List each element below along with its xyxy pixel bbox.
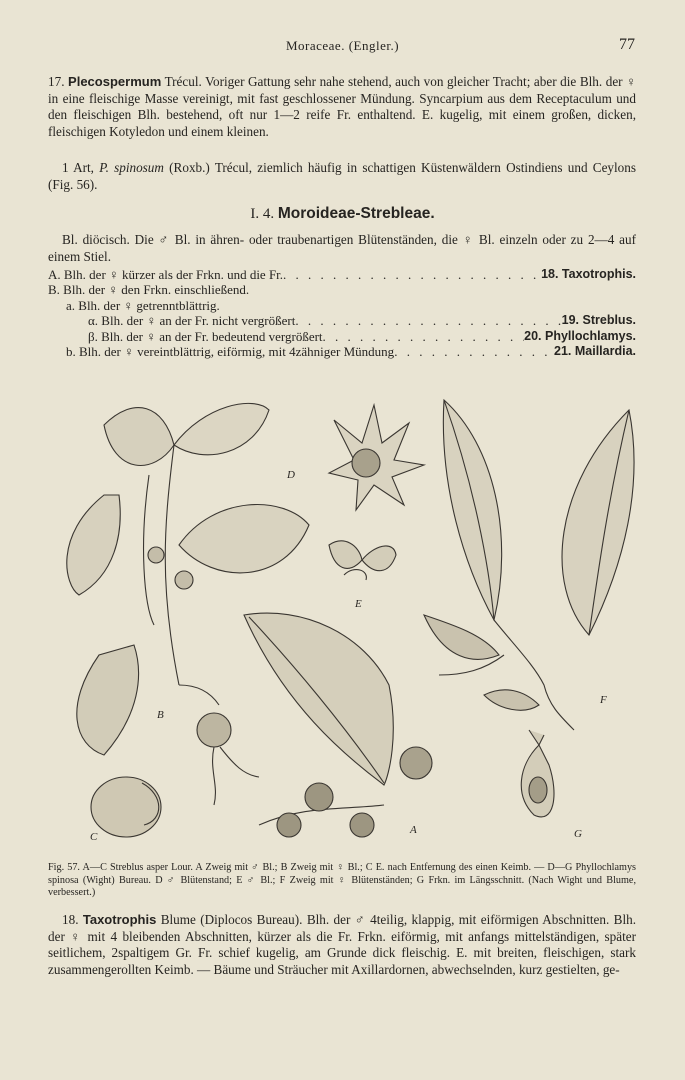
branch-b-drawing xyxy=(67,403,309,805)
page-number: 77 xyxy=(619,36,635,53)
species-distribution: (Roxb.) Trécul, ziemlich häufig in schattigen Küstenwäldern Ostindiens und Ceylons (Fig. 56). xyxy=(48,160,637,192)
running-title: Moraceae. (Engler.) xyxy=(285,38,400,53)
genus-description: Voriger Gattung sehr nahe stehend, auch von gleicher Tracht; aber die Blh. der ♀ in eine fleischige Masse vereinigt, mit fast geschlossener Mündung. Syncarpium aus dem Receptaculum und den fleischigen Blh. bestehend, oft nur 1—2 reife Fr. enthaltend. E. kugelig, mit einem großen, dicken, fleischigen Kotyledon und einem kleinen. xyxy=(48,74,637,139)
key-row xyxy=(48,344,636,359)
figure-illustration xyxy=(44,385,644,855)
section-heading xyxy=(0,205,685,223)
genus-key xyxy=(48,267,636,359)
figure-label-e: E xyxy=(355,598,362,610)
botanical-figure xyxy=(44,385,644,855)
branch-f-drawing xyxy=(424,400,634,730)
key-genus: 19. Streblus. xyxy=(561,313,636,328)
flower-e-drawing xyxy=(329,541,396,580)
key-text: B. Blh. der ♀ den Frkn. einschließend. xyxy=(48,282,250,298)
figure-label-c: C xyxy=(90,831,98,843)
genus-name: Taxotrophis xyxy=(82,912,157,927)
key-text: β. Blh. der ♀ an der Fr. bedeutend vergrößert xyxy=(88,328,323,344)
key-genus: 21. Maillardia. xyxy=(554,344,636,359)
figure-label-d: D xyxy=(287,469,295,481)
figure-label-b: B xyxy=(157,709,164,721)
figure-label-f: F xyxy=(600,694,607,706)
taxotrophis-paragraph xyxy=(48,912,636,978)
branch-a-drawing xyxy=(244,613,432,837)
genus-author: Trécul. xyxy=(164,74,202,89)
figure-label-g: G xyxy=(574,828,582,840)
key-text: a. Blh. der ♀ getrenntblättrig. xyxy=(66,297,220,313)
key-text: α. Blh. der ♀ an der Fr. nicht vergrößert xyxy=(88,313,296,329)
section-name: Moroideae-Strebleae. xyxy=(277,205,435,222)
genus-name: Plecospermum xyxy=(68,74,162,89)
figure-label-a: A xyxy=(410,824,417,836)
species-paragraph xyxy=(48,160,636,193)
key-genus: 20. Phyllochlamys. xyxy=(524,328,636,343)
genus-number: 17. xyxy=(48,74,65,89)
key-row xyxy=(48,329,636,344)
embryo-c-drawing xyxy=(91,777,161,837)
key-row xyxy=(48,298,636,313)
species-name: P. spinosum xyxy=(99,160,164,175)
key-row xyxy=(48,267,636,282)
section-intro: Bl. diöcisch. Die ♂ Bl. in ähren- oder traubenartigen Blütenständen, die ♀ Bl. einzeln oder zu 2—4 auf einem Stiel. xyxy=(48,232,636,264)
key-genus: 18. Taxotrophis. xyxy=(541,267,636,281)
genus-description: (Diplocos Bureau). Blh. der ♂ 4teilig, klappig, mit eiförmigen Abschnitten. Blh. der ♀ mit 4 bleibenden Abschnitten, kürzer als die Fr. Frkn. eiförmig, mit anfangs mittelständigen, später seitlichem, 2spaltigem Gr. Fr. schief kugelig, am Grunde dick fleischig. E. mit breiten, fleischigen, stark zusammengerollten Keimb. — Bäume und Sträucher mit Axillardornen, abwechselnden, kurz gestielten, ge- xyxy=(48,912,637,977)
genus-number: 18. xyxy=(62,912,79,927)
ovary-g-drawing xyxy=(521,730,554,817)
genus-author: Blume xyxy=(160,912,196,927)
species-count: 1 Art, xyxy=(62,160,100,175)
flower-d-drawing xyxy=(329,405,424,510)
section-prefix: I. 4. xyxy=(250,206,275,222)
figure-caption: Fig. 57. A—C Streblus asper Lour. A Zweig mit ♂ Bl.; B Zweig mit ♀ Bl.; C E. nach Entfernung des einen Keimb. — D—G Phyllochlamys spinosa (Wight) Bureau. D ♂ Blütenstand; E ♂ Bl.; F Zweig mit ♀ Blütenständen; G Frkn. im Längsschnitt. (Nach Wight und Blume, verbessert.) xyxy=(48,862,636,898)
plecospermum-paragraph xyxy=(48,74,636,140)
key-row xyxy=(48,282,636,297)
key-text: b. Blh. der ♀ vereintblättrig, eiförmig, mit 4zähniger Mündung xyxy=(66,344,395,360)
key-text: A. Blh. der ♀ kürzer als der Frkn. und die Fr. xyxy=(48,267,284,282)
key-row xyxy=(48,313,636,328)
